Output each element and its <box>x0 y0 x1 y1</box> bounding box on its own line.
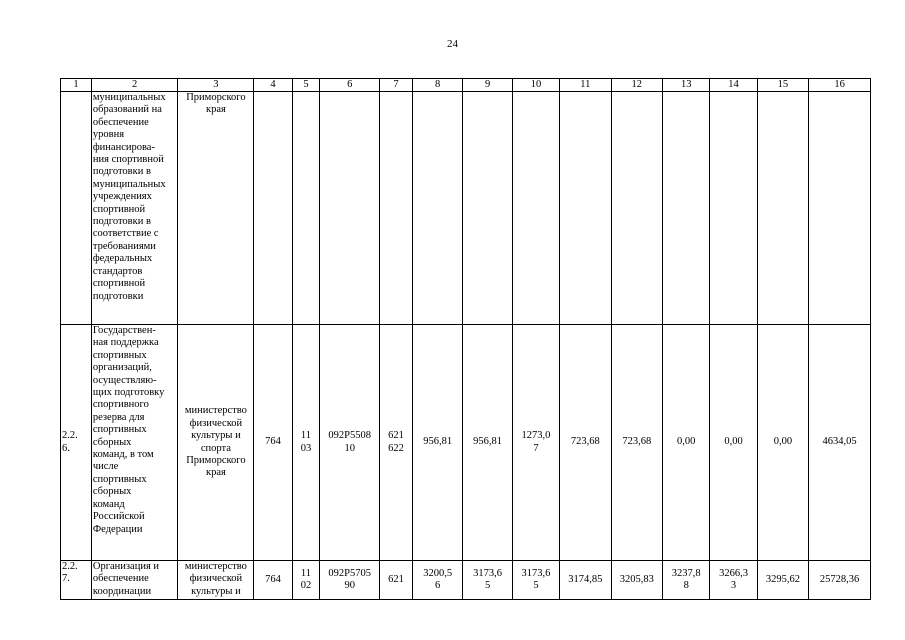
table-cell: министерство физической культуры и спорта Приморского края <box>178 325 254 561</box>
table-cell: 0,00 <box>757 325 808 561</box>
table-cell <box>560 92 611 325</box>
table-cell: 3266,3 3 <box>710 561 757 600</box>
table-cell: 2.2. 6. <box>61 325 92 561</box>
header-cell: 15 <box>757 79 808 92</box>
table-cell: 2.2. 7. <box>61 561 92 600</box>
table-cell: 11 03 <box>292 325 320 561</box>
header-cell: 1 <box>61 79 92 92</box>
table-cell: 956,81 <box>463 325 512 561</box>
table-cell <box>254 92 292 325</box>
table-cell: 723,68 <box>611 325 662 561</box>
table-cell <box>380 92 413 325</box>
table-cell: министерство физической культуры и <box>178 561 254 600</box>
table-row <box>61 561 871 600</box>
page-number: 24 <box>447 38 458 50</box>
table-row <box>61 325 871 561</box>
table-cell: 3174,85 <box>560 561 611 600</box>
header-cell: 4 <box>254 79 292 92</box>
table-cell: Приморского края <box>178 92 254 325</box>
header-cell: 2 <box>91 79 177 92</box>
header-cell: 7 <box>380 79 413 92</box>
table-row <box>61 92 871 325</box>
header-cell: 14 <box>710 79 757 92</box>
table-cell: муниципальных образований на обеспечение уровня финансирова- ния спортивной подготовки в муниципальных учреждениях спортивной подготовки в соответствие с требованиями федеральных стандартов спортивной подготовки <box>91 92 177 325</box>
table-cell: 4634,05 <box>809 325 871 561</box>
table-cell: 3200,5 6 <box>412 561 462 600</box>
table-cell <box>512 92 559 325</box>
header-row <box>61 79 871 92</box>
table-cell: 11 02 <box>292 561 320 600</box>
header-cell: 6 <box>320 79 380 92</box>
table-cell <box>61 92 92 325</box>
table-cell <box>757 92 808 325</box>
header-cell: 3 <box>178 79 254 92</box>
table-cell <box>710 92 757 325</box>
table-cell: 764 <box>254 561 292 600</box>
table-cell: 1273,0 7 <box>512 325 559 561</box>
table-cell <box>611 92 662 325</box>
table-cell: 621 622 <box>380 325 413 561</box>
table-cell: 25728,36 <box>809 561 871 600</box>
table-cell: 3237,8 8 <box>663 561 710 600</box>
table-cell: 3173,6 5 <box>463 561 512 600</box>
table-cell: 956,81 <box>412 325 462 561</box>
table-cell <box>809 92 871 325</box>
table-cell: 3205,83 <box>611 561 662 600</box>
table-cell <box>663 92 710 325</box>
header-cell: 13 <box>663 79 710 92</box>
table-cell <box>412 92 462 325</box>
header-cell: 5 <box>292 79 320 92</box>
table-cell: 092P5705 90 <box>320 561 380 600</box>
header-cell: 12 <box>611 79 662 92</box>
header-cell: 16 <box>809 79 871 92</box>
header-cell: 10 <box>512 79 559 92</box>
budget-table <box>60 78 871 600</box>
table-cell: 3295,62 <box>757 561 808 600</box>
table-cell <box>292 92 320 325</box>
table-cell <box>320 92 380 325</box>
table-cell: 723,68 <box>560 325 611 561</box>
table-cell: 621 <box>380 561 413 600</box>
table-cell: Организация и обеспечение координации <box>91 561 177 600</box>
table-cell: 092P5508 10 <box>320 325 380 561</box>
header-cell: 9 <box>463 79 512 92</box>
table-cell: 0,00 <box>663 325 710 561</box>
header-cell: 8 <box>412 79 462 92</box>
table-cell <box>463 92 512 325</box>
table-cell: 0,00 <box>710 325 757 561</box>
table-cell: 3173,6 5 <box>512 561 559 600</box>
header-cell: 11 <box>560 79 611 92</box>
table-cell: 764 <box>254 325 292 561</box>
table-cell: Государствен- ная поддержка спортивных организаций, осуществляю- щих подготовку спортивного резерва для спортивных сборных команд, в том числе спортивных сборных команд Российской Федерации <box>91 325 177 561</box>
